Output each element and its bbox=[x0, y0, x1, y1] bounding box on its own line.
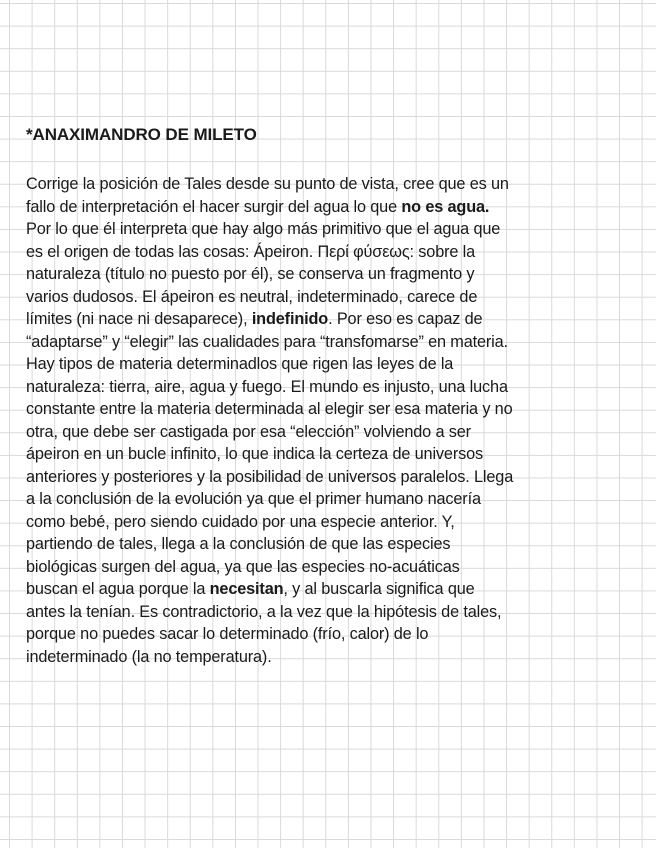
paragraph-line bbox=[26, 308, 616, 331]
text-run: naturaleza (título no puesto por él), se conserva un fragmento y bbox=[26, 265, 475, 283]
paragraph-line bbox=[26, 398, 616, 421]
paragraph-line bbox=[26, 286, 616, 309]
bold-text: no es agua. bbox=[401, 197, 490, 216]
text-run: , y al buscarla significa que bbox=[283, 580, 475, 598]
paragraph-line bbox=[26, 511, 616, 534]
paragraph-line bbox=[26, 443, 616, 466]
paragraph-line bbox=[26, 488, 616, 511]
text-run: fallo de interpretación el hacer surgir del agua lo que bbox=[26, 197, 402, 216]
text-run: . Por eso es capaz de bbox=[328, 310, 483, 328]
text-run: partiendo de tales, llega a la conclusión de que las especies bbox=[26, 535, 451, 553]
text-run: buscan el agua porque la bbox=[26, 580, 210, 598]
text-run: otra, que debe ser castigada por esa “elección” volviendo a ser bbox=[26, 422, 471, 441]
paragraph-line bbox=[26, 421, 616, 444]
paragraph-line bbox=[26, 218, 616, 241]
paragraph-line bbox=[26, 196, 616, 219]
text-run: límites (ni nace ni desaparece), bbox=[26, 310, 252, 328]
paragraph-line bbox=[26, 331, 616, 354]
text-run: Por lo que él interpreta que hay algo más primitivo que el agua que bbox=[26, 220, 501, 238]
text-run: indeterminado (la no temperatura). bbox=[26, 647, 272, 666]
text-run: como bebé, pero siendo cuidado por una especie anterior. Y, bbox=[26, 512, 455, 531]
document-heading: *ANAXIMANDRO DE MILETO bbox=[26, 125, 257, 144]
paragraph-line bbox=[26, 646, 616, 669]
document-body bbox=[26, 173, 616, 668]
text-run: a la conclusión de la evolución ya que el primer humano nacería bbox=[26, 490, 481, 508]
bold-text: indefinido bbox=[251, 310, 329, 328]
text-run: es el origen de todas las cosas: Ápeiron. Περί φύσεως: sobre la bbox=[26, 242, 476, 261]
text-run: antes la tenían. Es contradictorio, a la vez que la hipótesis de tales, bbox=[26, 602, 502, 621]
text-run: Hay tipos de materia determinadlos que rigen las leyes de la bbox=[26, 355, 454, 373]
text-run: naturaleza: tierra, aire, agua y fuego. El mundo es injusto, una lucha bbox=[26, 377, 508, 396]
paragraph-line bbox=[26, 173, 616, 196]
paragraph-line bbox=[26, 241, 616, 264]
paragraph-line bbox=[26, 556, 616, 579]
paragraph-line bbox=[26, 533, 616, 556]
text-run: biológicas surgen del agua, ya que las especies no-acuáticas bbox=[26, 557, 460, 576]
paragraph-line bbox=[26, 601, 616, 624]
paragraph-line bbox=[26, 466, 616, 489]
paragraph-line bbox=[26, 263, 616, 286]
bold-text: necesitan bbox=[209, 580, 284, 598]
paragraph-line bbox=[26, 376, 616, 399]
text-run: constante entre la materia determinada al elegir ser esa materia y no bbox=[26, 400, 513, 418]
text-run: “adaptarse” y “elegir” las cualidades para “transfomarse” en materia. bbox=[26, 332, 508, 351]
text-run: porque no puedes sacar lo determinado (frío, calor) de lo bbox=[26, 625, 429, 643]
text-run: Corrige la posición de Tales desde su punto de vista, cree que es un bbox=[26, 175, 509, 193]
paragraph-line bbox=[26, 623, 616, 646]
text-run: varios dudosos. El ápeiron es neutral, indeterminado, carece de bbox=[26, 287, 478, 306]
paragraph-line bbox=[26, 353, 616, 376]
document-page bbox=[26, 124, 616, 668]
text-run: anteriores y posteriores y la posibilidad de universos paralelos. Llega bbox=[26, 467, 514, 486]
paragraph-line bbox=[26, 578, 616, 601]
text-run: ápeiron en un bucle infinito, lo que indica la certeza de universos bbox=[26, 445, 483, 463]
